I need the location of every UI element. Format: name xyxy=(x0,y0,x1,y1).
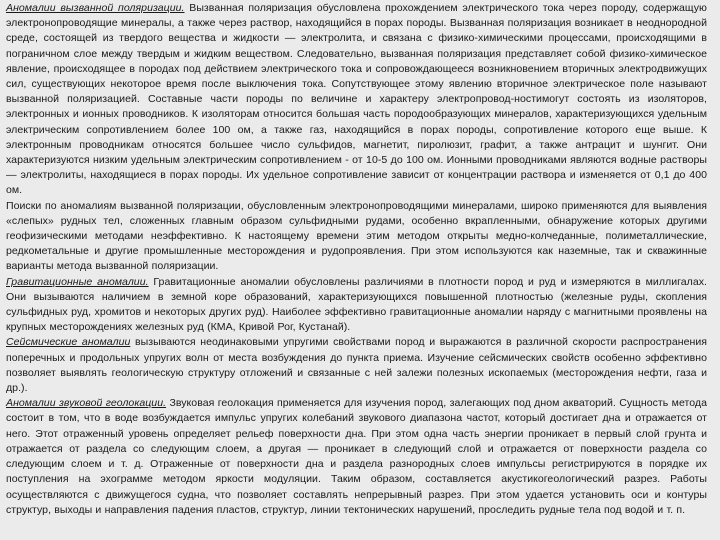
paragraph-prospecting xyxy=(6,199,707,275)
paragraph-text: Поиски по аномалиям вызванной поляризации, обусловленным электронопроводящими минералами, широко применяются для выявления «слепых» рудных тел, сложенных главным образом сульфидными рудами, особенно вкрапленными, обнаружение которых другими геофизическими методами неэффективно. К настоящему времени этим методом открыты медно-колчеданные, полиметаллические, редкометальные и другие промышленные месторождения и рудопроявления. При этом используются как наземные, так и скважинные варианты метода вызванной поляризации. xyxy=(6,199,707,273)
term-sound-geolocation: Аномалии звуковой геолокации. xyxy=(6,397,167,410)
paragraph-text: вызываются неодинаковыми упругими свойствами пород и выражаются в различной скорости распространения поперечных и продольных упругих волн от места возбуждения до пункта приема. Изучение сейсмических свойств особенно эффективно позволяет выявлять геологическую структуру отложений и связанные с ней залежи полезных ископаемых (месторождения нефти, газа и др.). xyxy=(6,336,707,395)
paragraph-seismic xyxy=(6,335,707,396)
paragraph-text: Гравитационные аномалии обусловлены различиями в плотности пород и руд и измеряются в миллигалах. Они вызываются наличием в земной коре образований, характеризующихся повышенной плотностью (железные руды, скопления сульфидных руд, хромитов и некоторых других руд). Наиболее эффективно гравитационные аномалии наряду с магнитными проявлены на крупных месторождениях железных руд (КМА, Кривой Рог, Кустанай). xyxy=(6,275,707,334)
paragraph-sound-geolocation xyxy=(6,396,707,518)
term-induced-polarization: Аномалии вызванной поляризации. xyxy=(6,2,185,14)
paragraph-text: Звуковая геолокация применяется для изучения пород, залегающих под дном акваторий. Сущность метода состоит в том, что в воде возбуждается импульс упругих колебаний звукового диапазона частот, который достигает дна и отражается от него. Этот отраженный уровень определяет рельеф поверхности дна. При этом одна часть энергии проникает в первый слой грунта и отражается от раздела со следующим слоем, а другая — проникает в следующий слой и отражается от поверхности раздела со следующим слоем и т. д. Отраженные от поверхности дна и раздела разнородных слоев импульсы регистрируются в порядке их поступления на эхограмме методом яркости модуляции. Таким образом, составляется акустикогеологический разрез. Работы осуществляются с движущегося судна, что позволяет составлять непрерывный разрез. При этом удается установить оси и контуры структур, выходы и направления падения пластов, структур, линии тектонических нарушений, проследить рудные тела под водой и т. п. xyxy=(6,397,707,516)
term-gravity-anomalies: Гравитационные аномалии. xyxy=(6,275,149,288)
paragraph-induced-polarization xyxy=(6,1,707,199)
document-body xyxy=(6,1,707,518)
paragraph-text: Вызванная поляризация обусловлена прохождением электрического тока через породу, содержащую электронопроводящие минералы, а также через раствор, находящийся в порах породы. Вызванная поляризация возникает в неоднородной среде, состоящей из твердого вещества и жидкости — электролита, и связана с физико-химическими процессами, происходящими в пограничном слое между твердым и жидким веществом. Следовательно, вызванная поляризация представляет собой физико-химическое явление, происходящее в породах под действием электрического тока и сопровождающееся возникновением вторичных электродвижущих сил, существующих некоторое время после выключения тока. Сопутствующее этому явлению вторичное электрическое поле называют вызванной поляризацией. Составные части породы по величине и характеру электропровод-ностимогут состоять из изоляторов, электронных и ионных проводников. К изоляторам относится большая часть породообразующих минералов, характеризующихся удельным электрическим сопротивлением более 100 ом, а также газ, находящийся в порах породы, сопротивление которого еще выше. К электронным проводникам относятся большее число сульфидов, магнетит, пиролюзит, графит, а также антрацит и шунгит. Они характеризуются низким удельным электрическим сопротивлением - от 10-5 до 100 ом. Ионными проводниками являются водные растворы — электролиты, находящиеся в порах породы. Их удельное сопротивление зависит от концентрации раствора и изменяется от 0,1 до 400 ом. xyxy=(6,2,707,197)
paragraph-gravity xyxy=(6,275,707,336)
term-seismic-anomalies: Сейсмические аномалии xyxy=(6,336,131,349)
